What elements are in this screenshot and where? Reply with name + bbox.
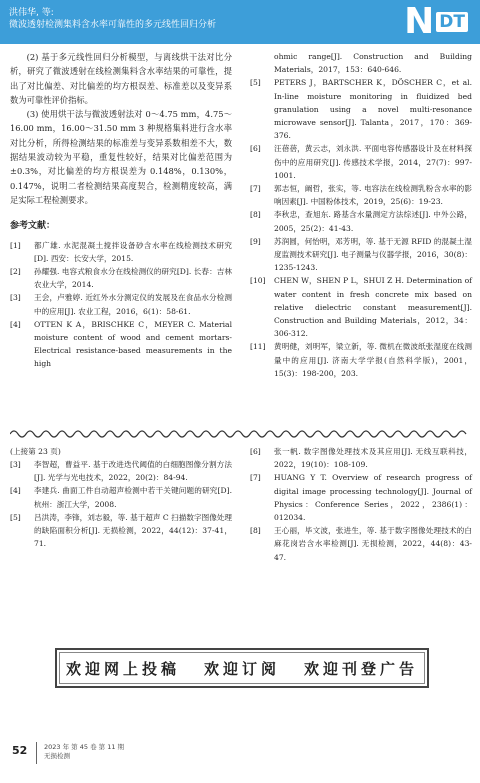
banner-submit: 欢迎网上投稿 (65, 659, 180, 678)
running-head-title: 微波透射检测集料含水率可靠性的多元线性回归分析 (9, 20, 217, 30)
reference-item: [9] 苏润圆，何怡明，邓芳明，等. 基于无源 RFID 的混凝土湿度监测技术研究[J]. 电子测量与仪器学报，2016，30(8)：1235-1243. (250, 236, 472, 273)
banner-subscribe: 欢迎订阅 (203, 659, 280, 678)
lower-right-column (250, 445, 472, 564)
reference-item: [8] 王心丽，毕文波，张进生，等. 基于数字图像处理技术的白麻花岗岩含水率检测[J]. 无损检测，2022，44(8)：43-47. (250, 526, 472, 562)
reference-item: [6] 汪蓓蓓，黄云志，刘永洪. 平面电容传感器设计及在材料探伤中的应用研究[J]. 传感技术学报，2014，27(7)：997-1001. (250, 144, 472, 180)
reference-item: [2] 孙耀强. 电容式粮食水分在线检测仪的研究[D]. 长春：吉林农业大学，2014. (10, 266, 232, 290)
footer-separator (36, 742, 37, 764)
references-heading: 参考文献： (10, 221, 56, 232)
reference-item: ohmic range[J]. Construction and Building Materials，2017，153：640-646. (274, 52, 472, 75)
footer-info (44, 743, 124, 761)
lower-left-column (10, 445, 232, 550)
reference-item: [5] 吕洪涛，李锋，刘志毅，等. 基于超声 C 扫描数字图像处理的缺陷面积分析[J]. 无损检测，2022，44(12)：37-41，71. (10, 512, 232, 549)
page-number: 52 (12, 744, 28, 757)
reference-item: [7] 郭志恒，阚哲，张实，等. 电容法在线检测乳粉含水率的影响因素[J]. 中国粉体技术，2019，25(6)：19-23. (250, 184, 472, 207)
reference-item: [8] 李秋忠，查旭东. 路基含水量测定方法综述[J]. 中外公路，2005，25(2)：41-43. (250, 210, 472, 233)
journal-logo (404, 2, 468, 42)
footer-issue: 2023 年 第 45 卷 第 11 期 (44, 743, 125, 751)
wave-divider (10, 428, 470, 440)
footer-journal: 无损检测 (44, 752, 70, 760)
logo-letter: N (404, 1, 435, 42)
journal-banner (55, 648, 429, 688)
continued-note: (上接第 23 页) (10, 447, 61, 456)
upper-left-column (10, 50, 232, 371)
reference-item: [7] HUANG Y T. Overview of research progress of digital image processing technology[J]. Journal of Physics：Conference Series，2022，2386(1)：012034. (250, 473, 472, 523)
reference-item: [4] OTTEN K A，BRISCHKE C，MEYER C. Material moisture content of wood and cement mortars-Electrical resistance-based measurements in the high (10, 319, 232, 369)
banner-advertise: 欢迎刊登广告 (304, 659, 419, 678)
running-head-authors: 洪伟华, 等: (9, 8, 54, 18)
page-header (0, 0, 480, 44)
upper-right-column (250, 50, 472, 380)
conclusion-paragraph-2: (2) 基于多元线性回归分析模型，与离线烘干法对比分析，研究了微波透射在线检测集料含水率结果的可靠性，提出了对比偏差、对比偏差的均方根误差、标准差以及变异系数为可靠性评价指标。 (10, 52, 232, 105)
reference-item: [11] 黄明健，刘明军，梁立新，等. 微机在微波纸张湿度在线测量中的应用[J]. 济南大学学报(自然科学版)，2001，15(3)：198-200，203. (250, 342, 472, 378)
logo-badge: DT (436, 12, 468, 32)
reference-item: [4] 李建兵. 曲面工件自动超声检测中若干关键问题的研究[D]. 杭州：浙江大学，2008. (10, 486, 232, 509)
reference-item: [10] CHEN W，SHEN P L，SHUI Z H. Determination of water content in fresh concrete mix based on relative dielectric constant measurement[J]. Construction and Building Materials，2012，34：306-312. (250, 276, 472, 339)
conclusion-paragraph-3: (3) 使用烘干法与微波透射法对 0～4.75 mm，4.75～16.00 mm，16.00～31.50 mm 3 种规格集料进行含水率对比分析，所得检测结果的标准差与变异系数相差不大，数据结果波动较为平稳，重复性较好，结果对比偏差范围为±0.3%，对比偏差的均方根误差为 0.148%，0.130%，0.147%，说明二者检测结果高度契合，检测精度较高，满足实际工程检测要求。 (10, 109, 232, 205)
reference-item: [5] PETERS J，BARTSCHER K，DÖSCHER C，et al. In-line moisture monitoring in fluidized bed granulation using a novel multi-resonance microwave sensor[J]. Talanta，2017，170：369-376. (250, 78, 472, 141)
reference-item: [6] 张一帆. 数字图像处理技术及其应用[J]. 无线互联科技，2022，19(10)：108-109. (250, 447, 472, 470)
reference-item: [3] 王会，卢雅婷. 近红外水分测定仪的发展及在食品水分检测中的应用[J]. 农业工程，2016，6(1)：58-61. (10, 293, 232, 316)
reference-item: [1] 都广雄. 水泥混凝土搅拌设备砂含水率在线检测技术研究[D]. 西安：长安大学，2015. (10, 240, 232, 263)
reference-item: [3] 李智超，曹益平. 基于改进迭代阈值的白细胞图像分割方法[J]. 光学与光电技术，2022，20(2)：84-94. (10, 460, 232, 483)
